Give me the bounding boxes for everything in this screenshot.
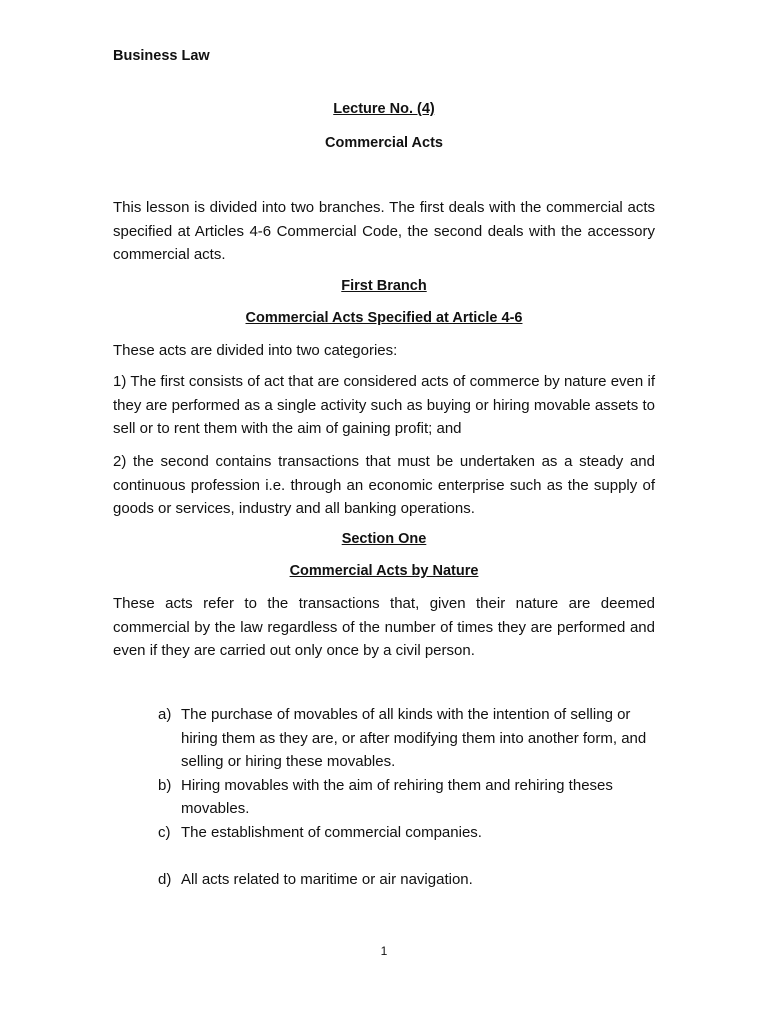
category-point-1: 1) The first consists of act that are considered acts of commerce by nature even if they are performed as a single activity such as buying or hiring movable assets to sell or to rent them with the aim of gaining profit; and <box>113 373 655 437</box>
list-marker: d) <box>158 871 172 888</box>
list-item <box>158 774 655 821</box>
section-one-subheading: Commercial Acts by Nature <box>289 563 479 579</box>
page-number: 1 <box>380 944 388 958</box>
section-one-heading: Section One <box>341 531 427 547</box>
first-branch-subheading: Commercial Acts Specified at Article 4-6 <box>245 310 523 326</box>
course-header: Business Law <box>113 48 210 64</box>
list-item <box>158 821 655 845</box>
categories-lead: These acts are divided into two categories: <box>113 342 398 359</box>
list-marker: c) <box>158 823 171 841</box>
intro-paragraph: This lesson is divided into two branches. The first deals with the commercial acts specified at Articles 4-6 Commercial Code, the second deals with the accessory commercial acts. <box>113 199 655 263</box>
list-marker: a) <box>158 706 172 723</box>
lecture-number: Lecture No. (4) <box>333 101 435 117</box>
list-item <box>158 703 655 774</box>
list-item-text: Hiring movables with the aim of rehiring them and rehiring theses movables. <box>181 776 613 817</box>
list-item-text: All acts related to maritime or air navigation. <box>181 871 473 888</box>
first-branch-heading: First Branch <box>341 278 427 294</box>
category-point-2: 2) the second contains transactions that must be undertaken as a steady and continuous profession i.e. through an economic enterprise such as the supply of goods or services, industry and all banking operations. <box>113 453 655 517</box>
lecture-title: Commercial Acts <box>325 135 443 151</box>
list-item-text: The establishment of commercial companies. <box>181 823 482 841</box>
list-item-text: The purchase of movables of all kinds with the intention of selling or hiring them as they are, or after modifying them into another form, and selling or hiring these movables. <box>181 706 647 770</box>
section-one-body: These acts refer to the transactions that, given their nature are deemed commercial by the law regardless of the number of times they are performed and even if they are carried out only once by a civil person. <box>113 595 655 659</box>
list-item <box>158 868 655 892</box>
list-marker: b) <box>158 776 172 794</box>
acts-list <box>158 703 655 892</box>
